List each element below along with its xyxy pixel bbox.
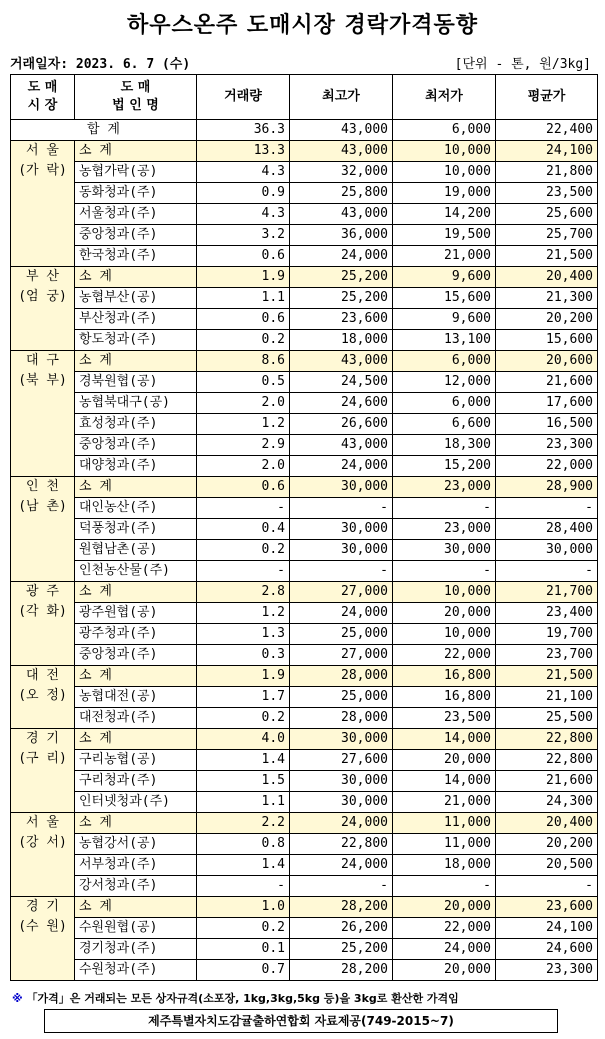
volume-cell: 13.3	[197, 141, 290, 162]
avg-price-cell: 20,600	[496, 351, 598, 372]
corp-name: 농협부산(공)	[75, 288, 197, 309]
avg-price-cell: 28,900	[496, 477, 598, 498]
avg-price-cell: 23,300	[496, 435, 598, 456]
corp-name: 소 계	[75, 897, 197, 918]
min-price-cell: 16,800	[393, 687, 496, 708]
avg-price-cell: 21,800	[496, 162, 598, 183]
market-line1: 서 울	[26, 815, 59, 830]
max-price-cell: 25,000	[290, 624, 393, 645]
corp-name: 농협북대구(공)	[75, 393, 197, 414]
volume-cell: 0.6	[197, 309, 290, 330]
avg-price-cell: 28,400	[496, 519, 598, 540]
avg-price-cell: 25,500	[496, 708, 598, 729]
min-price-cell: 21,000	[393, 792, 496, 813]
page-title: 하우스온주 도매시장 경락가격동향	[126, 13, 479, 38]
max-price-cell: 30,000	[290, 792, 393, 813]
min-price-cell: 23,500	[393, 708, 496, 729]
max-price-cell: 28,000	[290, 708, 393, 729]
table-row	[11, 918, 598, 939]
corp-name: 소 계	[75, 666, 197, 687]
table-row	[11, 855, 598, 876]
corp-name: 소 계	[75, 813, 197, 834]
max-price-cell: 25,200	[290, 267, 393, 288]
market-line1: 인 천	[26, 479, 59, 494]
corp-name: 구리농협(공)	[75, 750, 197, 771]
min-price-cell: 19,500	[393, 225, 496, 246]
volume-cell: 0.6	[197, 477, 290, 498]
subtotal-row	[11, 351, 598, 372]
corp-name: 농협강서(공)	[75, 834, 197, 855]
corp-name: 서울청과(주)	[75, 204, 197, 225]
corp-name: 효성청과(주)	[75, 414, 197, 435]
avg-price-cell: 21,600	[496, 771, 598, 792]
total-volume: 36.3	[197, 120, 290, 141]
min-price-cell: 24,000	[393, 939, 496, 960]
market-cell	[11, 729, 75, 813]
min-price-cell: 10,000	[393, 624, 496, 645]
market-cell	[11, 666, 75, 729]
min-price-cell: 30,000	[393, 540, 496, 561]
max-price-cell: 24,000	[290, 855, 393, 876]
volume-cell: 0.1	[197, 939, 290, 960]
volume-cell: 8.6	[197, 351, 290, 372]
corp-name: 서부청과(주)	[75, 855, 197, 876]
min-price-cell: 15,600	[393, 288, 496, 309]
table-row	[11, 309, 598, 330]
volume-cell: 4.0	[197, 729, 290, 750]
market-line2: (구 리)	[18, 751, 67, 766]
min-price-cell: 16,800	[393, 666, 496, 687]
max-price-cell: 36,000	[290, 225, 393, 246]
header-volume: 거래량	[197, 75, 290, 120]
table-row	[11, 204, 598, 225]
header-market-line1: 도 매	[27, 80, 58, 95]
market-line1: 부 산	[26, 269, 59, 284]
min-price-cell: 10,000	[393, 582, 496, 603]
corp-name: 대양청과(주)	[75, 456, 197, 477]
volume-cell: 1.1	[197, 288, 290, 309]
table-row	[11, 834, 598, 855]
avg-price-cell: 21,600	[496, 372, 598, 393]
min-price-cell: 6,000	[393, 351, 496, 372]
min-price-cell: 12,000	[393, 372, 496, 393]
table-row	[11, 876, 598, 897]
header-corp	[75, 75, 197, 120]
min-price-cell: -	[393, 498, 496, 519]
table-row	[11, 645, 598, 666]
table-row	[11, 456, 598, 477]
max-price-cell: 22,800	[290, 834, 393, 855]
volume-cell: 0.6	[197, 246, 290, 267]
market-line1: 경 기	[26, 731, 59, 746]
min-price-cell: 20,000	[393, 603, 496, 624]
table-row	[11, 750, 598, 771]
max-price-cell: 25,200	[290, 939, 393, 960]
min-price-cell: -	[393, 561, 496, 582]
max-price-cell: 28,000	[290, 666, 393, 687]
subtotal-row	[11, 666, 598, 687]
min-price-cell: 14,000	[393, 771, 496, 792]
max-price-cell: 18,000	[290, 330, 393, 351]
max-price-cell: 28,200	[290, 960, 393, 981]
table-row	[11, 393, 598, 414]
volume-cell: -	[197, 876, 290, 897]
header-avg: 평균가	[496, 75, 598, 120]
avg-price-cell: -	[496, 498, 598, 519]
avg-price-cell: 23,600	[496, 897, 598, 918]
market-line2: (강 서)	[18, 835, 67, 850]
min-price-cell: 18,000	[393, 855, 496, 876]
market-line2: (각 화)	[18, 604, 67, 619]
trade-date: 거래일자: 2023. 6. 7 (수)	[10, 57, 191, 72]
max-price-cell: 24,600	[290, 393, 393, 414]
volume-cell: 0.7	[197, 960, 290, 981]
max-price-cell: 27,000	[290, 645, 393, 666]
market-line1: 대 전	[26, 668, 59, 683]
volume-cell: 1.0	[197, 897, 290, 918]
corp-name: 경북원협(공)	[75, 372, 197, 393]
table-row	[11, 330, 598, 351]
subtotal-row	[11, 729, 598, 750]
min-price-cell: 23,000	[393, 477, 496, 498]
min-price-cell: 13,100	[393, 330, 496, 351]
market-line2: (수 원)	[18, 919, 67, 934]
avg-price-cell: 16,500	[496, 414, 598, 435]
avg-price-cell: 20,400	[496, 267, 598, 288]
table-row	[11, 435, 598, 456]
min-price-cell: 10,000	[393, 141, 496, 162]
avg-price-cell: 24,600	[496, 939, 598, 960]
market-line2: (오 정)	[18, 688, 67, 703]
avg-price-cell: 22,000	[496, 456, 598, 477]
avg-price-cell: 23,700	[496, 645, 598, 666]
volume-cell: 0.9	[197, 183, 290, 204]
total-min: 6,000	[393, 120, 496, 141]
corp-name: 농협가락(공)	[75, 162, 197, 183]
corp-name: 원협남촌(공)	[75, 540, 197, 561]
avg-price-cell: 20,500	[496, 855, 598, 876]
avg-price-cell: 24,300	[496, 792, 598, 813]
note-text: 「가격」은 거래되는 모든 상자규격(소포장, 1kg,3kg,5kg 등)을 3kg로 환산한 가격임	[26, 992, 459, 1005]
market-cell	[11, 351, 75, 477]
volume-cell: 0.2	[197, 918, 290, 939]
market-cell	[11, 477, 75, 582]
min-price-cell: 10,000	[393, 162, 496, 183]
volume-cell: 0.4	[197, 519, 290, 540]
table-row	[11, 372, 598, 393]
corp-name: 광주원협(공)	[75, 603, 197, 624]
corp-name: 수원원협(공)	[75, 918, 197, 939]
table-row	[11, 540, 598, 561]
volume-cell: 2.9	[197, 435, 290, 456]
volume-cell: 2.8	[197, 582, 290, 603]
min-price-cell: 19,000	[393, 183, 496, 204]
avg-price-cell: 21,500	[496, 246, 598, 267]
volume-cell: 0.2	[197, 540, 290, 561]
volume-cell: 4.3	[197, 162, 290, 183]
max-price-cell: 43,000	[290, 204, 393, 225]
volume-cell: 2.2	[197, 813, 290, 834]
header-max: 최고가	[290, 75, 393, 120]
min-price-cell: 23,000	[393, 519, 496, 540]
volume-cell: 1.9	[197, 267, 290, 288]
total-avg: 22,400	[496, 120, 598, 141]
max-price-cell: 30,000	[290, 519, 393, 540]
volume-cell: 2.0	[197, 456, 290, 477]
table-row	[11, 246, 598, 267]
volume-cell: 0.3	[197, 645, 290, 666]
avg-price-cell: 20,400	[496, 813, 598, 834]
min-price-cell: 14,000	[393, 729, 496, 750]
note-mark: ※	[12, 992, 23, 1005]
header-market-line2: 시 장	[27, 98, 58, 113]
avg-price-cell: 23,400	[496, 603, 598, 624]
volume-cell: 3.2	[197, 225, 290, 246]
max-price-cell: 25,200	[290, 288, 393, 309]
table-row	[11, 288, 598, 309]
min-price-cell: 21,000	[393, 246, 496, 267]
subtotal-row	[11, 897, 598, 918]
volume-cell: -	[197, 561, 290, 582]
volume-cell: 1.2	[197, 414, 290, 435]
table-row	[11, 771, 598, 792]
corp-name: 소 계	[75, 351, 197, 372]
min-price-cell: 14,200	[393, 204, 496, 225]
avg-price-cell: 23,300	[496, 960, 598, 981]
corp-name: 소 계	[75, 729, 197, 750]
source-box: 제주특별자치도감귤출하연합회 자료제공(749-2015~7)	[44, 1009, 558, 1033]
corp-name: 중앙청과(주)	[75, 645, 197, 666]
avg-price-cell: 15,600	[496, 330, 598, 351]
market-line1: 경 기	[26, 899, 59, 914]
max-price-cell: 30,000	[290, 540, 393, 561]
header-row	[11, 75, 598, 120]
avg-price-cell: 24,100	[496, 918, 598, 939]
avg-price-cell: 21,700	[496, 582, 598, 603]
min-price-cell: 20,000	[393, 960, 496, 981]
market-cell	[11, 897, 75, 981]
corp-name: 구리청과(주)	[75, 771, 197, 792]
max-price-cell: 24,000	[290, 603, 393, 624]
avg-price-cell: -	[496, 876, 598, 897]
min-price-cell: 9,600	[393, 309, 496, 330]
header-market	[11, 75, 75, 120]
corp-name: 경기청과(주)	[75, 939, 197, 960]
avg-price-cell: 23,500	[496, 183, 598, 204]
table-row	[11, 162, 598, 183]
subtotal-row	[11, 582, 598, 603]
table-row	[11, 624, 598, 645]
volume-cell: 0.5	[197, 372, 290, 393]
avg-price-cell: 20,200	[496, 309, 598, 330]
min-price-cell: 18,300	[393, 435, 496, 456]
market-line2: (북 부)	[18, 373, 67, 388]
max-price-cell: -	[290, 561, 393, 582]
max-price-cell: 43,000	[290, 435, 393, 456]
table-row	[11, 687, 598, 708]
corp-name: 중앙청과(주)	[75, 225, 197, 246]
header-min: 최저가	[393, 75, 496, 120]
corp-name: 한국청과(주)	[75, 246, 197, 267]
volume-cell: 0.8	[197, 834, 290, 855]
table-row	[11, 498, 598, 519]
max-price-cell: 24,000	[290, 246, 393, 267]
market-line1: 광 주	[26, 584, 59, 599]
market-line2: (남 촌)	[18, 499, 67, 514]
subtotal-row	[11, 267, 598, 288]
corp-name: 농협대전(공)	[75, 687, 197, 708]
volume-cell: 1.4	[197, 750, 290, 771]
market-cell	[11, 141, 75, 267]
price-table	[10, 74, 598, 981]
corp-name: 인터넷청과(주)	[75, 792, 197, 813]
min-price-cell: 11,000	[393, 813, 496, 834]
market-line2: (엄 궁)	[18, 289, 67, 304]
corp-name: 대인농산(주)	[75, 498, 197, 519]
market-line1: 대 구	[26, 353, 59, 368]
price-note	[12, 990, 459, 1006]
min-price-cell: 6,000	[393, 393, 496, 414]
volume-cell: 4.3	[197, 204, 290, 225]
table-row	[11, 183, 598, 204]
corp-name: 동화청과(주)	[75, 183, 197, 204]
volume-cell: 2.0	[197, 393, 290, 414]
max-price-cell: 26,600	[290, 414, 393, 435]
unit-label: [단위 - 톤, 원/3kg]	[454, 57, 591, 72]
avg-price-cell: 22,800	[496, 750, 598, 771]
table-row	[11, 225, 598, 246]
max-price-cell: 28,200	[290, 897, 393, 918]
avg-price-cell: 19,700	[496, 624, 598, 645]
max-price-cell: 30,000	[290, 771, 393, 792]
table-row	[11, 939, 598, 960]
volume-cell: 1.9	[197, 666, 290, 687]
min-price-cell: 9,600	[393, 267, 496, 288]
min-price-cell: 20,000	[393, 750, 496, 771]
min-price-cell: 6,600	[393, 414, 496, 435]
table-row	[11, 603, 598, 624]
min-price-cell: 15,200	[393, 456, 496, 477]
avg-price-cell: 30,000	[496, 540, 598, 561]
avg-price-cell: 21,300	[496, 288, 598, 309]
min-price-cell: 22,000	[393, 918, 496, 939]
max-price-cell: 26,200	[290, 918, 393, 939]
corp-name: 부산청과(주)	[75, 309, 197, 330]
max-price-cell: 43,000	[290, 141, 393, 162]
market-cell	[11, 267, 75, 351]
table-row	[11, 519, 598, 540]
max-price-cell: 25,000	[290, 687, 393, 708]
avg-price-cell: 17,600	[496, 393, 598, 414]
market-line2: (가 락)	[18, 163, 67, 178]
max-price-cell: 23,600	[290, 309, 393, 330]
avg-price-cell: 25,600	[496, 204, 598, 225]
min-price-cell: -	[393, 876, 496, 897]
avg-price-cell: 25,700	[496, 225, 598, 246]
max-price-cell: 27,600	[290, 750, 393, 771]
table-row	[11, 708, 598, 729]
corp-name: 수원청과(주)	[75, 960, 197, 981]
subtotal-row	[11, 141, 598, 162]
header-corp-line1: 도 매	[120, 80, 151, 95]
avg-price-cell: 24,100	[496, 141, 598, 162]
market-line1: 서 울	[26, 143, 59, 158]
avg-price-cell: 22,800	[496, 729, 598, 750]
max-price-cell: 24,500	[290, 372, 393, 393]
table-row	[11, 960, 598, 981]
volume-cell: 1.5	[197, 771, 290, 792]
corp-name: 중앙청과(주)	[75, 435, 197, 456]
market-cell	[11, 582, 75, 666]
corp-name: 덕풍청과(주)	[75, 519, 197, 540]
avg-price-cell: 20,200	[496, 834, 598, 855]
table-row	[11, 792, 598, 813]
corp-name: 소 계	[75, 267, 197, 288]
corp-name: 항도청과(주)	[75, 330, 197, 351]
max-price-cell: 27,000	[290, 582, 393, 603]
volume-cell: 0.2	[197, 330, 290, 351]
corp-name: 강서청과(주)	[75, 876, 197, 897]
corp-name: 인천농산물(주)	[75, 561, 197, 582]
max-price-cell: 24,000	[290, 456, 393, 477]
max-price-cell: 30,000	[290, 477, 393, 498]
volume-cell: 0.2	[197, 708, 290, 729]
subtotal-row	[11, 813, 598, 834]
corp-name: 소 계	[75, 582, 197, 603]
market-cell	[11, 813, 75, 897]
volume-cell: -	[197, 498, 290, 519]
volume-cell: 1.3	[197, 624, 290, 645]
table-row	[11, 561, 598, 582]
avg-price-cell: -	[496, 561, 598, 582]
total-max: 43,000	[290, 120, 393, 141]
volume-cell: 1.7	[197, 687, 290, 708]
corp-name: 대전청과(주)	[75, 708, 197, 729]
volume-cell: 1.1	[197, 792, 290, 813]
volume-cell: 1.2	[197, 603, 290, 624]
corp-name: 광주청과(주)	[75, 624, 197, 645]
avg-price-cell: 21,500	[496, 666, 598, 687]
avg-price-cell: 21,100	[496, 687, 598, 708]
min-price-cell: 11,000	[393, 834, 496, 855]
corp-name: 소 계	[75, 477, 197, 498]
max-price-cell: 30,000	[290, 729, 393, 750]
max-price-cell: 24,000	[290, 813, 393, 834]
table-row	[11, 414, 598, 435]
volume-cell: 1.4	[197, 855, 290, 876]
max-price-cell: 43,000	[290, 351, 393, 372]
min-price-cell: 20,000	[393, 897, 496, 918]
max-price-cell: -	[290, 498, 393, 519]
max-price-cell: -	[290, 876, 393, 897]
total-label: 합 계	[11, 120, 197, 141]
total-row	[11, 120, 598, 141]
header-corp-line2: 법 인 명	[112, 98, 159, 113]
max-price-cell: 32,000	[290, 162, 393, 183]
subtotal-row	[11, 477, 598, 498]
max-price-cell: 25,800	[290, 183, 393, 204]
corp-name: 소 계	[75, 141, 197, 162]
min-price-cell: 22,000	[393, 645, 496, 666]
